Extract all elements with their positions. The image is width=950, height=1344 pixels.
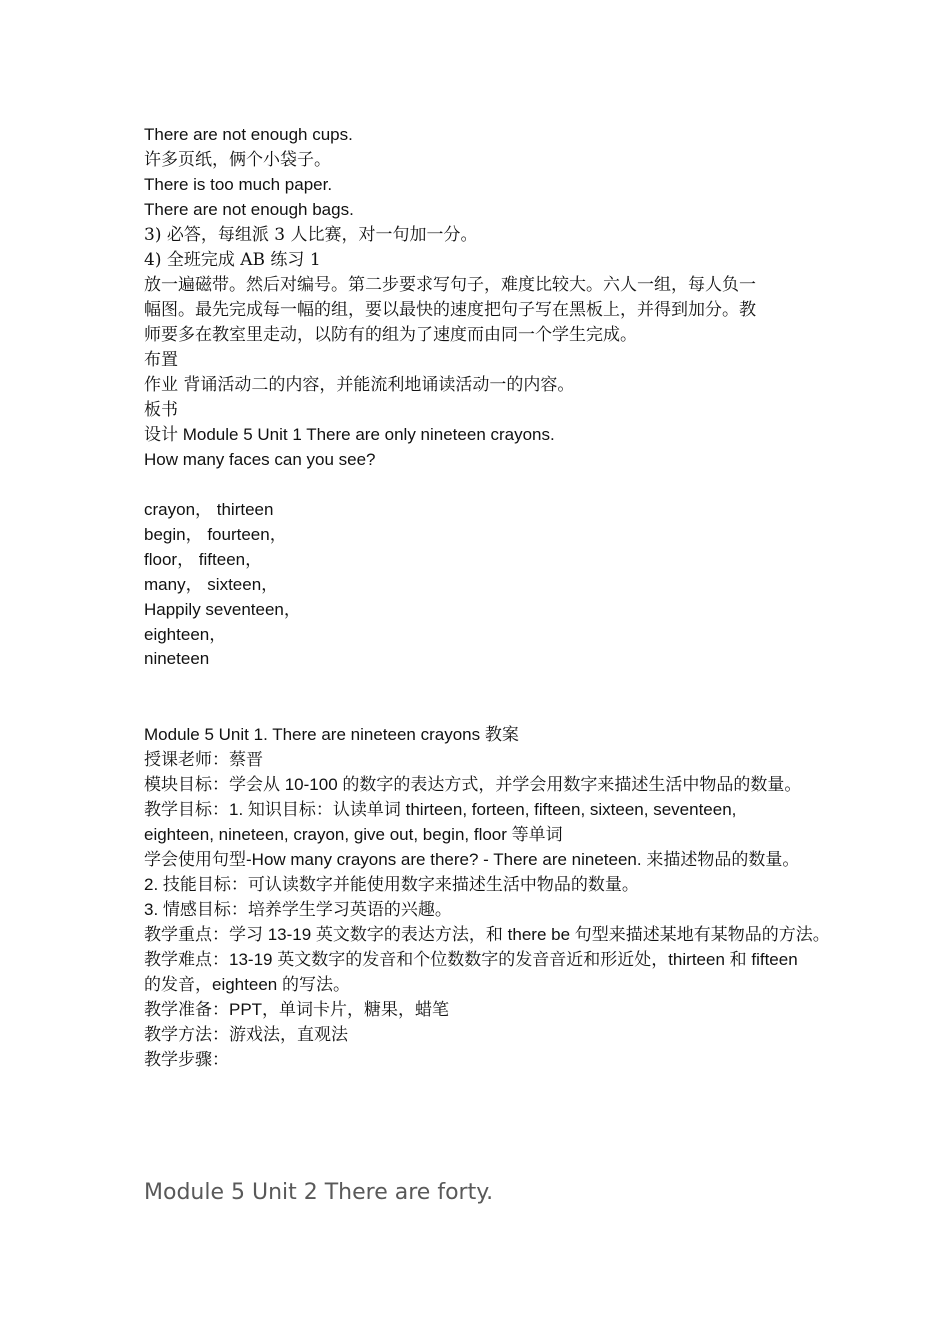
word-line: begin， fourteen， (144, 525, 287, 544)
goal-line: 2. 技能目标：可认读数字并能使用数字来描述生活中物品的数量。 (144, 875, 639, 894)
method-line: 教学方法：游戏法，直观法 (144, 1025, 348, 1044)
goal-line: 3. 情感目标：培养学生学习英语的兴趣。 (144, 900, 452, 919)
goal-line: eighteen, nineteen, crayon, give out, begin, floor 等单词 (144, 825, 563, 844)
word-line: eighteen， (144, 625, 227, 644)
text-line: 布置 (144, 350, 178, 370)
text-line: 放一遍磁带。然后对编号。第二步要求写句子，难度比较大。六人一组，每人负一 (144, 275, 756, 295)
text-line: There is too much paper. (144, 175, 333, 194)
steps-line: 教学步骤： (144, 1050, 229, 1069)
word-line: crayon， thirteen (144, 500, 274, 519)
text-line: 3) 必答，每组派 3 人比赛，对一句加一分。 (144, 225, 478, 245)
difficulty-line: 的发音，eighteen 的写法。 (144, 975, 350, 994)
word-line: floor， fifteen， (144, 550, 263, 569)
difficulty-line: 教学难点：13-19 英文数字的发音和个位数数字的发音音近和形近处，thirteen 和 fifteen (144, 950, 798, 969)
section-heading: Module 5 Unit 2 There are forty. (144, 1180, 494, 1205)
text-line: 4) 全班完成 AB 练习 1 (144, 250, 321, 270)
word-line: many， sixteen， (144, 575, 279, 594)
text-line: There are not enough cups. (144, 125, 353, 144)
text-line: 作业 背诵活动二的内容，并能流利地诵读活动一的内容。 (144, 375, 575, 395)
module-goal-line: 模块目标：学会从 10-100 的数字的表达方式，并学会用数字来描述生活中物品的数量。 (144, 775, 802, 794)
text-line: 师要多在教室里走动，以防有的组为了速度而由同一个学生完成。 (144, 325, 637, 345)
focus-line: 教学重点：学习 13-19 英文数字的表达方法，和 there be 句型来描述某地有某物品的方法。 (144, 925, 830, 944)
text-line: 设计 Module 5 Unit 1 There are only nineteen crayons. (144, 425, 555, 444)
text-line: 板书 (144, 400, 178, 420)
text-line: How many faces can you see? (144, 450, 376, 469)
prep-line: 教学准备：PPT，单词卡片，糖果，蜡笔 (144, 1000, 450, 1019)
text-line: There are not enough bags. (144, 200, 354, 219)
goal-line: 学会使用句型-How many crayons are there? - There are nineteen. 来描述物品的数量。 (144, 850, 800, 869)
teacher-line: 授课老师：蔡晋 (144, 750, 263, 769)
text-line: 幅图。最先完成每一幅的组，要以最快的速度把句子写在黑板上，并得到加分。教 (144, 300, 756, 320)
text-line: 许多页纸，俩个小袋子。 (144, 150, 331, 170)
lesson-plan-title: Module 5 Unit 1. There are nineteen crayons 教案 (144, 725, 519, 744)
word-line: nineteen (144, 649, 210, 668)
goal-line: 教学目标：1. 知识目标：认读单词 thirteen, forteen, fifteen, sixteen, seventeen, (144, 800, 737, 819)
word-line: Happily seventeen， (144, 600, 301, 619)
